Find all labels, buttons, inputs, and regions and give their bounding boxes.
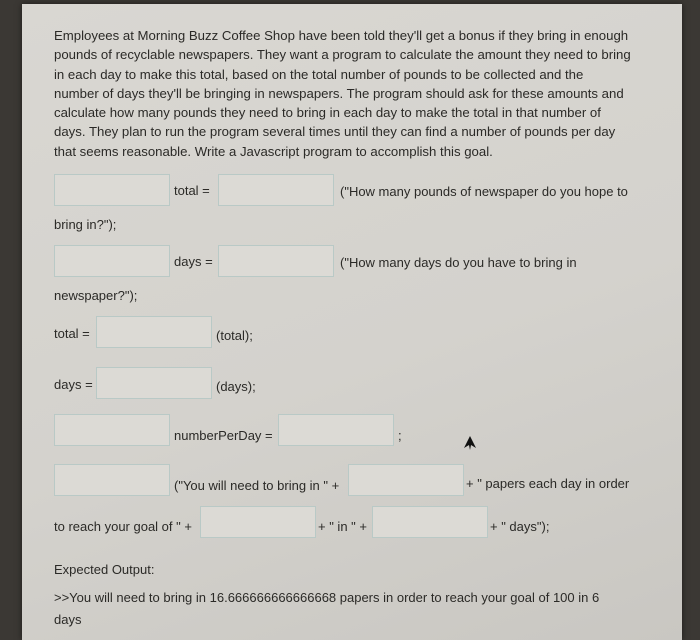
code-total-assign: total = xyxy=(174,183,210,198)
code-prompt-days: ("How many days do you have to bring in xyxy=(340,255,577,270)
problem-line: that seems reasonable. Write a Javascript program to accomplish this goal. xyxy=(54,143,493,159)
expected-output-line2: days xyxy=(54,612,82,627)
problem-line: pounds of recyclable newspapers. They want a program to calculate the amount they need to bring xyxy=(54,47,631,63)
answer-blank-6a[interactable] xyxy=(54,464,170,496)
worksheet xyxy=(22,4,682,640)
answer-blank-3[interactable] xyxy=(96,316,212,348)
code-prompt-pounds: ("How many pounds of newspaper do you hope to xyxy=(340,184,628,199)
code-prompt-pounds-cont: bring in?"); xyxy=(54,217,117,232)
answer-blank-5b[interactable] xyxy=(278,414,394,446)
problem-statement xyxy=(54,26,646,161)
answer-blank-6d[interactable] xyxy=(372,506,488,538)
code-total-arg: (total); xyxy=(216,328,253,343)
answer-blank-2b[interactable] xyxy=(218,245,334,277)
code-output-cont: to reach your goal of " + xyxy=(54,519,192,534)
problem-line: calculate how many pounds they need to bring in each day to make the total in that number of xyxy=(54,105,601,121)
code-prompt-days-cont: newspaper?"); xyxy=(54,288,138,303)
answer-blank-4[interactable] xyxy=(96,367,212,399)
code-output-str3: + " in " + xyxy=(318,519,367,534)
code-output-str2: + " papers each day in order xyxy=(466,476,630,491)
code-output-str4: + " days"); xyxy=(490,519,550,534)
code-days-arg: (days); xyxy=(216,379,256,394)
answer-blank-6c[interactable] xyxy=(200,506,316,538)
code-semicolon: ; xyxy=(398,428,402,443)
answer-blank-6b[interactable] xyxy=(348,464,464,496)
problem-line: in each day to make this total, based on the total number of pounds to be collected and the xyxy=(54,66,584,82)
problem-line: days. They plan to run the program several times until they can find a number of pounds per day xyxy=(54,124,616,140)
code-days-assign: days = xyxy=(174,254,213,269)
code-numberperday-assign: numberPerDay = xyxy=(174,428,273,443)
answer-blank-2a[interactable] xyxy=(54,245,170,277)
expected-output-label: Expected Output: xyxy=(54,562,155,577)
problem-line: Employees at Morning Buzz Coffee Shop have been told they'll get a bonus if they bring in enough xyxy=(54,28,629,43)
problem-line: number of days they'll be bringing in newspapers. The program should ask for these amounts and xyxy=(54,85,624,101)
mouse-pointer-icon xyxy=(464,436,476,450)
answer-blank-1a[interactable] xyxy=(54,174,170,206)
expected-output-line1: >>You will need to bring in 16.666666666666668 papers in order to reach your goal of 100 in 6 xyxy=(54,590,600,605)
code-total-convert: total = xyxy=(54,326,90,341)
code-output-str1: ("You will need to bring in " + xyxy=(174,478,340,493)
code-days-convert: days = xyxy=(54,377,93,392)
answer-blank-1b[interactable] xyxy=(218,174,334,206)
answer-blank-5a[interactable] xyxy=(54,414,170,446)
